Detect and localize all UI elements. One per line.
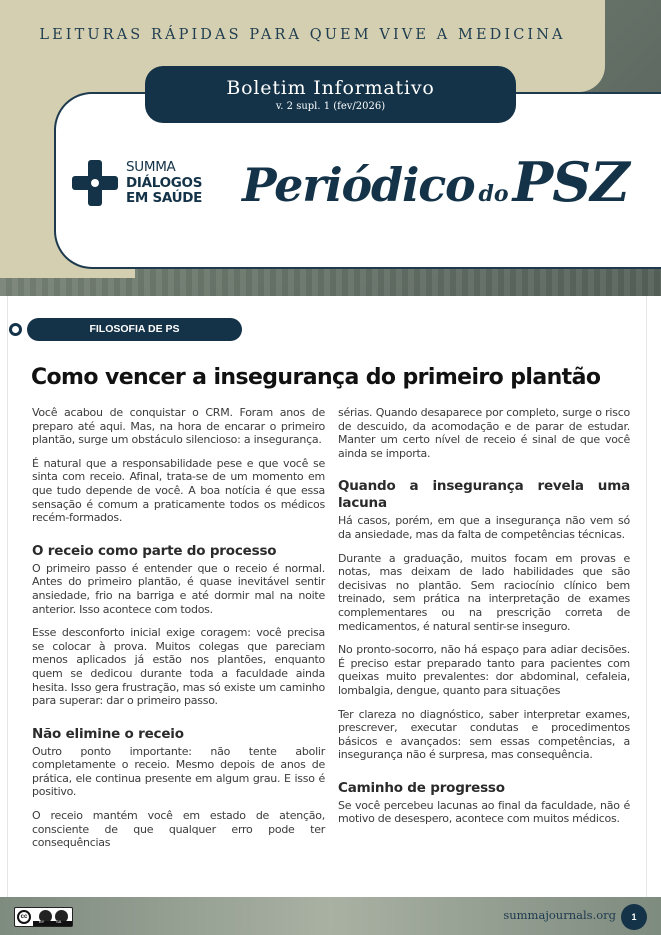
site-link[interactable]: summajournals.org bbox=[503, 908, 616, 922]
subheading: Não elimine o receio bbox=[32, 725, 184, 742]
paragraph: Se você percebeu lacunas ao final da faculdade, não é motivo de desespero, acontece com muitos médicos. bbox=[338, 798, 630, 826]
license-by-label: BY bbox=[39, 919, 45, 924]
article-title: Como vencer a insegurança do primeiro plantão bbox=[31, 365, 601, 390]
article-column-left bbox=[32, 406, 325, 860]
paragraph: Você acabou de conquistar o CRM. Foram anos de preparo até aqui. Mas, na hora de encarar o primeiro plantão, surge um obstáculo silencioso: a insegurança. bbox=[32, 406, 325, 447]
paragraph: Outro ponto importante: não tente abolir completamente o receio. Mesmo depois de anos de prática, ele continua presente em algum grau. E isso é positivo. bbox=[32, 744, 325, 799]
header-tagline: LEITURAS RÁPIDAS PARA QUEM VIVE A MEDICINA bbox=[39, 27, 566, 43]
section-bullet-icon bbox=[9, 323, 22, 336]
bulletin-title: Boletim Informativo bbox=[226, 77, 435, 99]
paragraph: Esse desconforto inicial exige coragem: você precisa se colocar à prova. Muitos colegas que pareciam menos aplicados já estão nos plantões, enquanto quem se dedicou durante toda a faculdade ainda hesita. Isso gera frustração, mas só existe um caminho para superar: dar o primeiro passo. bbox=[32, 626, 325, 708]
article-column-right bbox=[338, 406, 630, 836]
paragraph: Há casos, porém, em que a insegurança não vem só da ansiedade, mas da falta de competências técnicas. bbox=[338, 514, 630, 541]
subheading: Quando a insegurança revela uma lacuna bbox=[338, 478, 630, 512]
logo-line-2: DIÁLOGOS bbox=[126, 174, 203, 191]
cc-license-badge[interactable] bbox=[14, 907, 73, 927]
page-number: 1 bbox=[621, 904, 647, 930]
paragraph: É natural que a responsabilidade pese e que você se sinta com receio. Afinal, trata-se de um momento em que tudo depende de você. A boa notícia é que essa sensação é comum a praticamente todos os médicos recém-formados. bbox=[32, 456, 325, 525]
journal-title-connector: do bbox=[478, 181, 509, 207]
paragraph: O primeiro passo é entender que o receio é normal. Antes do primeiro plantão, é quase inevitável sentir ansiedade, frio na barriga e até dormir mal na noite anterior. Isso acontece com todos. bbox=[32, 561, 325, 616]
publisher-logo[interactable] bbox=[72, 160, 222, 210]
medical-cross-icon bbox=[72, 160, 118, 206]
license-strip bbox=[33, 921, 72, 926]
paragraph: Ter clareza no diagnóstico, saber interpretar exames, prescrever, executar condutas e procedimentos básicos e avançados: sem essas competências, a insegurança não é surpresa, mas consequência. bbox=[338, 707, 630, 762]
journal-title-acronym: PSZ bbox=[512, 150, 629, 214]
license-sa-label: SA bbox=[56, 919, 62, 924]
paragraph: No pronto-socorro, não há espaço para adiar decisões. É preciso estar preparado tanto para pacientes com queixas muito prevalentes: dor abdominal, cefaleia, lombalgia, dengue, quanto para situações bbox=[338, 643, 630, 697]
section-label[interactable]: FILOSOFIA DE PS bbox=[27, 318, 242, 341]
bulletin-pill bbox=[145, 66, 516, 123]
journal-title bbox=[242, 150, 629, 220]
subheading: O receio como parte do processo bbox=[32, 542, 277, 559]
logo-wordmark bbox=[126, 160, 202, 207]
paragraph: sérias. Quando desaparece por completo, surge o risco de descuido, da acomodação e de parar de estudar. Manter um certo nível de receio é sinal de que você ainda se importa. bbox=[338, 406, 630, 460]
journal-title-main: Periódico bbox=[242, 158, 475, 212]
paragraph: O receio mantém você em estado de atenção, consciente de que qualquer erro pode ter consequências bbox=[32, 809, 325, 850]
logo-line-3: EM SAÚDE bbox=[126, 190, 203, 206]
paragraph: Durante a graduação, muitos focam em provas e notas, mas deixam de lado habilidades que são decisivas no plantão. Sem raciocínio clínico bem treinado, sem prática na interpretação de exames complementares ou na prescrição correta de medicamentos, é natural sentir-se inseguro. bbox=[338, 551, 630, 633]
bulletin-volume: v. 2 supl. 1 (fev/2026) bbox=[275, 101, 386, 112]
logo-line-1: SUMMA bbox=[126, 159, 176, 175]
subheading: Caminho de progresso bbox=[338, 779, 505, 796]
cc-icon: cc bbox=[17, 910, 31, 924]
